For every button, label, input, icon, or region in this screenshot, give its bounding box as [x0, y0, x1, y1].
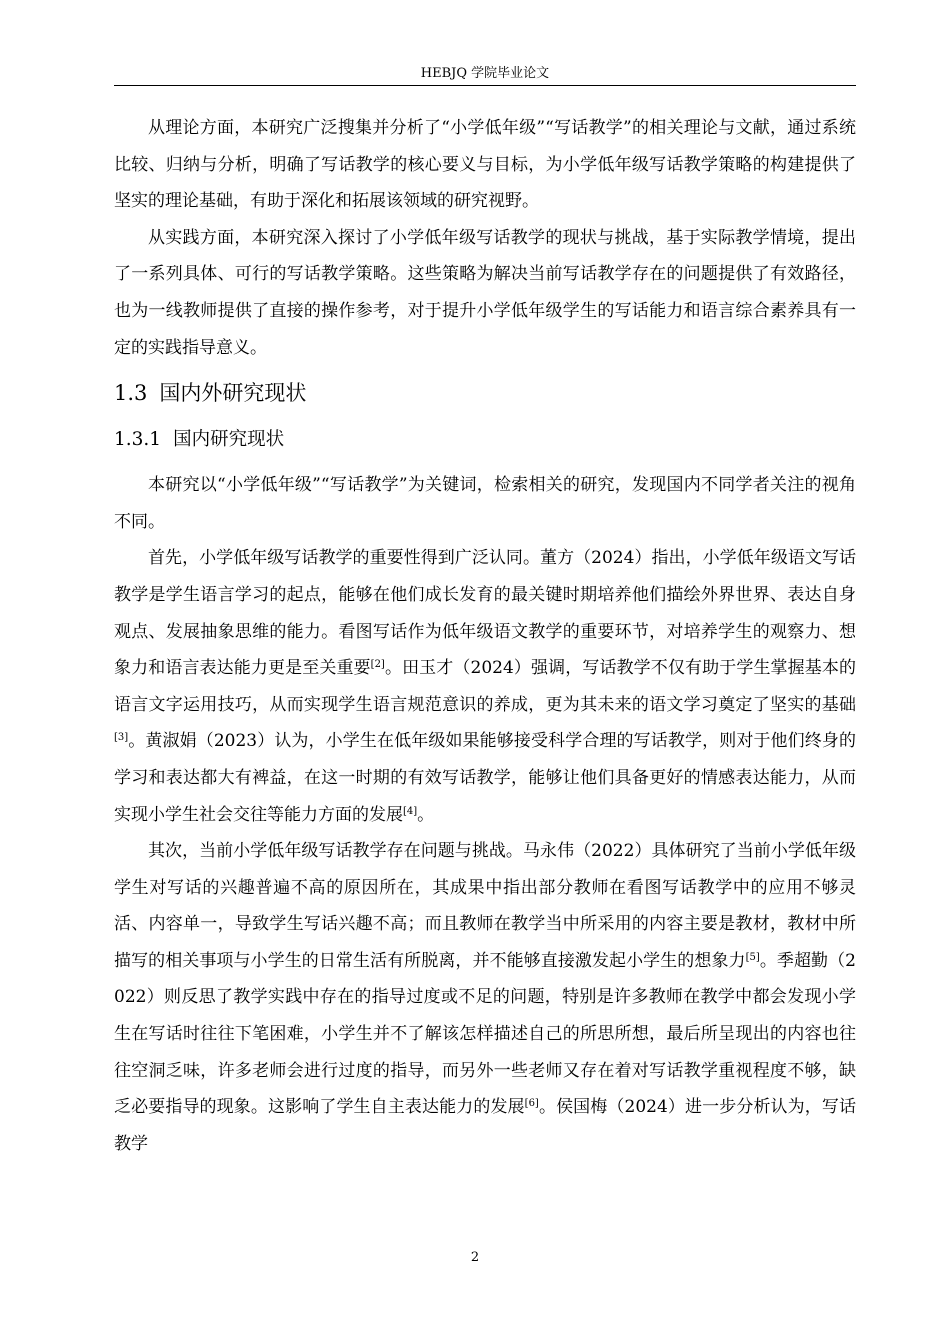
paragraph-text: 本研究以“小学低年级”“写话教学”为关键词，检索相关的研究，发现国内不同学者关注的视角不同。 — [114, 475, 856, 532]
paragraph-text: 。 — [417, 804, 435, 825]
header-rule — [114, 85, 856, 86]
paragraph-text: 首先，小学低年级写话教学的重要性得到广泛认同。董方（2024）指出，小学低年级语文写话教学是学生语言学习的起点，能够在他们成长发育的最关键时期培养他们描绘外界世界、表达自身观点、发展抽象思维的能力。看图写话作为低年级语文教学的重要环节，对培养学生的观察力、想象力和语言表达能力更是至关重要 — [114, 548, 856, 679]
subsection-number: 1.3.1 — [114, 429, 162, 451]
paragraph-theory: 从理论方面，本研究广泛搜集并分析了“小学低年级”“写话教学”的相关理论与文献，通过系统比较、归纳与分析，明确了写话教学的核心要义与目标，为小学低年级写话教学策略的构建提供了坚实的理论基础，有助于深化和拓展该领域的研究视野。 — [114, 118, 856, 212]
paragraph-text: 。田玉才（2024）强调，写话教学不仅有助于学生掌握基本的语言文字运用技巧，从而实现学生语言规范意识的养成，更为其未来的语文学习奠定了坚实的基础 — [114, 658, 856, 715]
section-heading — [114, 375, 856, 411]
citation-ref: [3] — [114, 732, 129, 744]
paragraph-practice: 从实践方面，本研究深入探讨了小学低年级写话教学的现状与挑战，基于实际教学情境，提出了一系列具体、可行的写话教学策略。这些策略为解决当前写话教学存在的问题提供了有效路径，也为一线教师提供了直接的操作参考，对于提升小学低年级学生的写话能力和语言综合素养具有一定的实践指导意义。 — [114, 227, 856, 358]
citation-ref: [6] — [524, 1098, 539, 1110]
paragraph-text: 。侯国梅（2024）进一步分析认为，写话教学 — [114, 1097, 856, 1154]
running-header: HEBJQ 学院毕业论文 — [420, 66, 550, 81]
citation-ref: [5] — [745, 951, 760, 963]
paragraph-text: 。黄淑娟（2023）认为，小学生在低年级如果能够接受科学合理的写话教学，则对于他们终身的学习和表达都大有裨益，在这一时期的有效写话教学，能够让他们具备更好的情感表达能力，从而实现小学生社会交往等能力方面的发展 — [114, 731, 856, 825]
paragraph-text: 。季超勤（2022）则反思了教学实践中存在的指导过度或不足的问题，特别是许多教师在教学中都会发现小学生在写话时往往下笔困难，小学生并不了解该怎样描述自己的所思所想，最后所呈现出的内容也往往空洞乏味，许多老师会进行过度的指导，而另外一些老师又存在着对写话教学重视程度不够，缺乏必要指导的现象。这影响了学生自主表达能力的发展 — [114, 950, 857, 1118]
paragraph — [114, 833, 856, 1162]
domestic-research-paragraphs — [114, 467, 856, 1162]
section-title: 国内外研究现状 — [159, 381, 307, 406]
paragraph — [114, 540, 856, 833]
paragraph — [114, 467, 856, 540]
section-number: 1.3 — [114, 381, 148, 406]
citation-ref: [2] — [370, 659, 385, 671]
page-number: 2 — [470, 1250, 480, 1265]
subsection-title: 国内研究现状 — [173, 429, 285, 451]
page-body — [114, 110, 856, 1162]
citation-ref: [4] — [403, 805, 418, 817]
subsection-heading — [114, 423, 856, 457]
paragraph-text: 其次，当前小学低年级写话教学存在问题与挑战。马永伟（2022）具体研究了当前小学低年级学生对写话的兴趣普遍不高的原因所在，其成果中指出部分教师在看图写话教学中的应用不够灵活、内容单一，导致学生写话兴趣不高；而且教师在教学当中所采用的内容主要是教材，教材中所描写的相关事项与小学生的日常生活有所脱离，并不能够直接激发起小学生的想象力 — [114, 841, 856, 971]
